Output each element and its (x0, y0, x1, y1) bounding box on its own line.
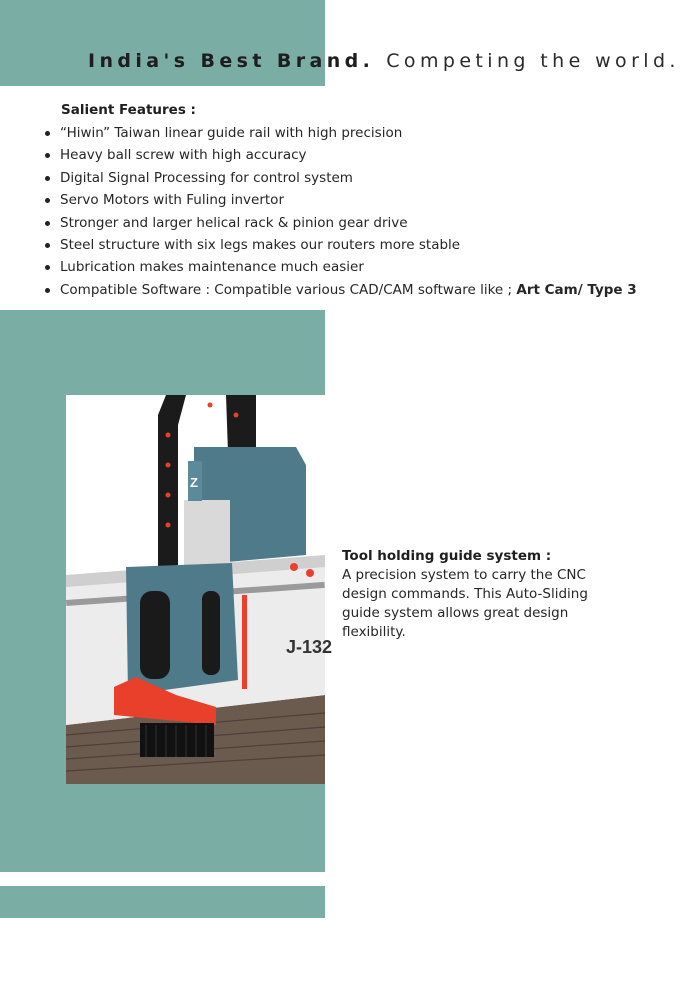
axis-label: Z (190, 475, 198, 490)
caption-block (342, 547, 622, 642)
cnc-router-illustration (66, 395, 333, 784)
caption-title: Tool holding guide system : (342, 548, 552, 564)
tagline-brand: India's Best Brand. (88, 50, 375, 72)
list-item: “Hiwin” Taiwan linear guide rail with high precision (44, 122, 634, 144)
list-item-software (44, 279, 637, 301)
machine-photo (66, 395, 333, 784)
header-band (0, 0, 325, 86)
list-item: Stronger and larger helical rack & pinion gear drive (44, 212, 634, 234)
model-label: J-132 (286, 637, 333, 657)
features-title: Salient Features : (61, 102, 196, 118)
list-item: Lubrication makes maintenance much easier (44, 256, 634, 278)
list-item: Digital Signal Processing for control system (44, 167, 634, 189)
caption-body: A precision system to carry the CNC design commands. This Auto-Sliding guide system allows great design flexibility. (342, 567, 588, 640)
list-item: Servo Motors with Fuling invertor (44, 189, 634, 211)
list-item: Heavy ball screw with high accuracy (44, 144, 634, 166)
software-names: Art Cam/ Type 3 (516, 281, 637, 298)
tagline (88, 50, 680, 72)
features-list (44, 122, 637, 301)
footer-band (0, 886, 325, 918)
list-item: Steel structure with six legs makes our routers more stable (44, 234, 634, 256)
software-label: Compatible Software : Compatible various CAD/CAM software like ; (60, 281, 513, 298)
tagline-slogan: Competing the world. (386, 50, 680, 72)
